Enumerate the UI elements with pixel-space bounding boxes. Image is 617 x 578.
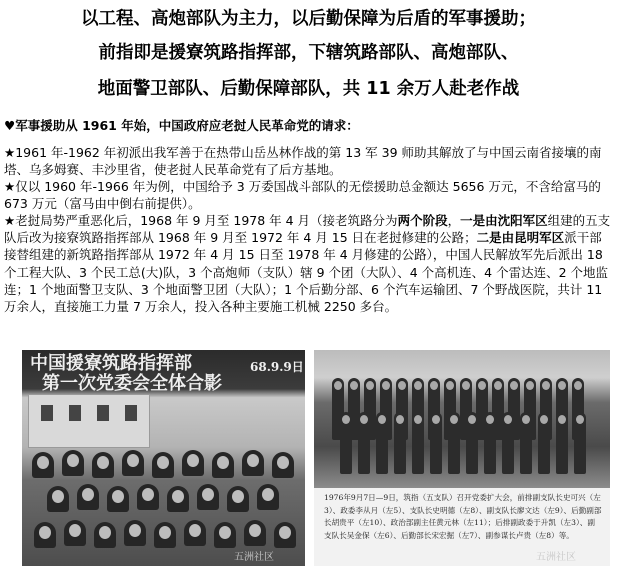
window bbox=[41, 405, 53, 421]
photo-date: 68.9.9日 bbox=[250, 360, 304, 374]
person bbox=[574, 412, 586, 474]
star-icon: ★ bbox=[4, 179, 16, 194]
intro-text: 军事援助从 1961 年始，中国政府应老挝人民革命党的请求： bbox=[15, 118, 359, 133]
person bbox=[92, 452, 114, 478]
window bbox=[125, 405, 137, 421]
window bbox=[97, 405, 109, 421]
paragraph-text-part: 派干部接替组建的新筑路指挥部从 1972 年 4 月 15 日至 1978 年 4 月修建的公路），中国人民解放军先后派出 18 个工程大队、3 个民工总(大)队，3 个高炮师（支队）辖 9 个团（大队）、4 个高机连、4 个雷达连、2 个地监连；1 个地面警卫支队、3 个地面警卫团（大队）；1 个后勤分部、6 个汽车运输团、7 个野战医院，共计 11 万余人，直接施工力量 7 万余人，投入各种主要施工机械 2250 多台。 bbox=[4, 230, 609, 315]
headline-line-2: 前指即是援寮筑路指挥部，下辖筑路部队、高炮部队、 bbox=[98, 43, 519, 63]
person bbox=[167, 486, 189, 512]
person bbox=[214, 522, 236, 548]
person bbox=[502, 412, 514, 474]
star-icon: ★ bbox=[4, 145, 16, 160]
watermark-right: 五洲社区 bbox=[536, 552, 576, 563]
paragraph-emphasis: 一是由沈阳军区 bbox=[460, 213, 548, 228]
person bbox=[556, 412, 568, 474]
paragraph-1961 bbox=[4, 144, 612, 178]
person bbox=[538, 412, 550, 474]
person bbox=[244, 520, 266, 546]
person bbox=[124, 520, 146, 546]
person bbox=[107, 486, 129, 512]
headline-line-1: 以工程、高炮部队为主力，以后勤保障为后盾的军事援助； bbox=[81, 9, 536, 29]
person bbox=[274, 522, 296, 548]
paragraph-text: 1961 年-1962 年初派出我军善于在热带山岳丛林作战的第 13 军 39 师助其解放了与中国云南省接壤的南塔、乌多姆赛、丰沙里省，使老挝人民革命党有了后方基地。 bbox=[4, 145, 602, 178]
person bbox=[122, 450, 144, 476]
person bbox=[466, 412, 478, 474]
front-row bbox=[332, 412, 594, 472]
photo-title-line-2: 第一次党委会全体合影 bbox=[42, 373, 222, 394]
person bbox=[358, 412, 370, 474]
person bbox=[242, 450, 264, 476]
photo-caption: 1976年9月7日—9日，筑指（五支队）召开党委扩大会，前排副支队长史可兴（左3）、政委李从月（左5）、支队长史明德（左8）、副支队长廖文达（左9）、后勤副部长胡贵平（左10）、政治部副主任黄元林（左11）；后排副政委于升凯（左3）、副支队长吴金保（左6）、后勤部长宋宏掘（左7）、副参谋长卢贵（左8）等。 bbox=[324, 493, 602, 540]
person bbox=[257, 484, 279, 510]
person bbox=[34, 522, 56, 548]
person bbox=[412, 412, 424, 474]
star-icon: ★ bbox=[4, 213, 16, 228]
person bbox=[77, 484, 99, 510]
person bbox=[197, 484, 219, 510]
paragraph-text-part: ， bbox=[447, 213, 461, 228]
paragraph-text-part: 组建的五支队后改为接寮筑路指挥部从 1968 年 9 月至 1972 年 4 月 15 日在老挝修建的公路； bbox=[4, 213, 611, 246]
paragraph-emphasis: 两个阶段 bbox=[397, 213, 448, 228]
paragraph-text: 仅以 1960 年-1966 年为例，中国给予 3 万委国战斗部队的无偿援助总金额达 5656 万元，不含给富马的 673 万元（富马由中倒右前提供）。 bbox=[4, 179, 601, 212]
paragraph-emphasis: 二是由昆明军区 bbox=[476, 230, 565, 246]
person bbox=[376, 412, 388, 474]
person bbox=[448, 412, 460, 474]
group-photo-right bbox=[314, 350, 610, 566]
photo-handwritten-title bbox=[30, 354, 222, 394]
standing-group-picture bbox=[314, 350, 610, 488]
person bbox=[152, 452, 174, 478]
headline-line-3: 地面警卫部队、后勤保障部队，共 11 余万人赴老作战 bbox=[97, 79, 520, 99]
person bbox=[137, 484, 159, 510]
group-photo-left bbox=[22, 350, 305, 566]
person bbox=[32, 452, 54, 478]
paragraph-road-building bbox=[4, 212, 612, 315]
photo-title-line-1: 中国援寮筑路指挥部 bbox=[30, 353, 192, 374]
person bbox=[484, 412, 496, 474]
intro-paragraph bbox=[4, 117, 612, 134]
person bbox=[62, 450, 84, 476]
person bbox=[47, 486, 69, 512]
person bbox=[64, 520, 86, 546]
person bbox=[227, 486, 249, 512]
person bbox=[340, 412, 352, 474]
paragraph-aid-amount bbox=[4, 178, 612, 212]
person bbox=[430, 412, 442, 474]
watermark-left: 五洲社区 bbox=[234, 552, 274, 563]
person bbox=[272, 452, 294, 478]
person bbox=[154, 522, 176, 548]
building bbox=[28, 394, 150, 448]
person bbox=[184, 520, 206, 546]
window bbox=[69, 405, 81, 421]
person bbox=[212, 452, 234, 478]
heart-icon: ♥ bbox=[4, 118, 16, 133]
person bbox=[520, 412, 532, 474]
person bbox=[394, 412, 406, 474]
paragraph-text-part: 老挝局势严重恶化后，1968 年 9 月至 1978 年 4 月（接老筑路分为 bbox=[15, 213, 398, 228]
person bbox=[94, 522, 116, 548]
person bbox=[182, 450, 204, 476]
